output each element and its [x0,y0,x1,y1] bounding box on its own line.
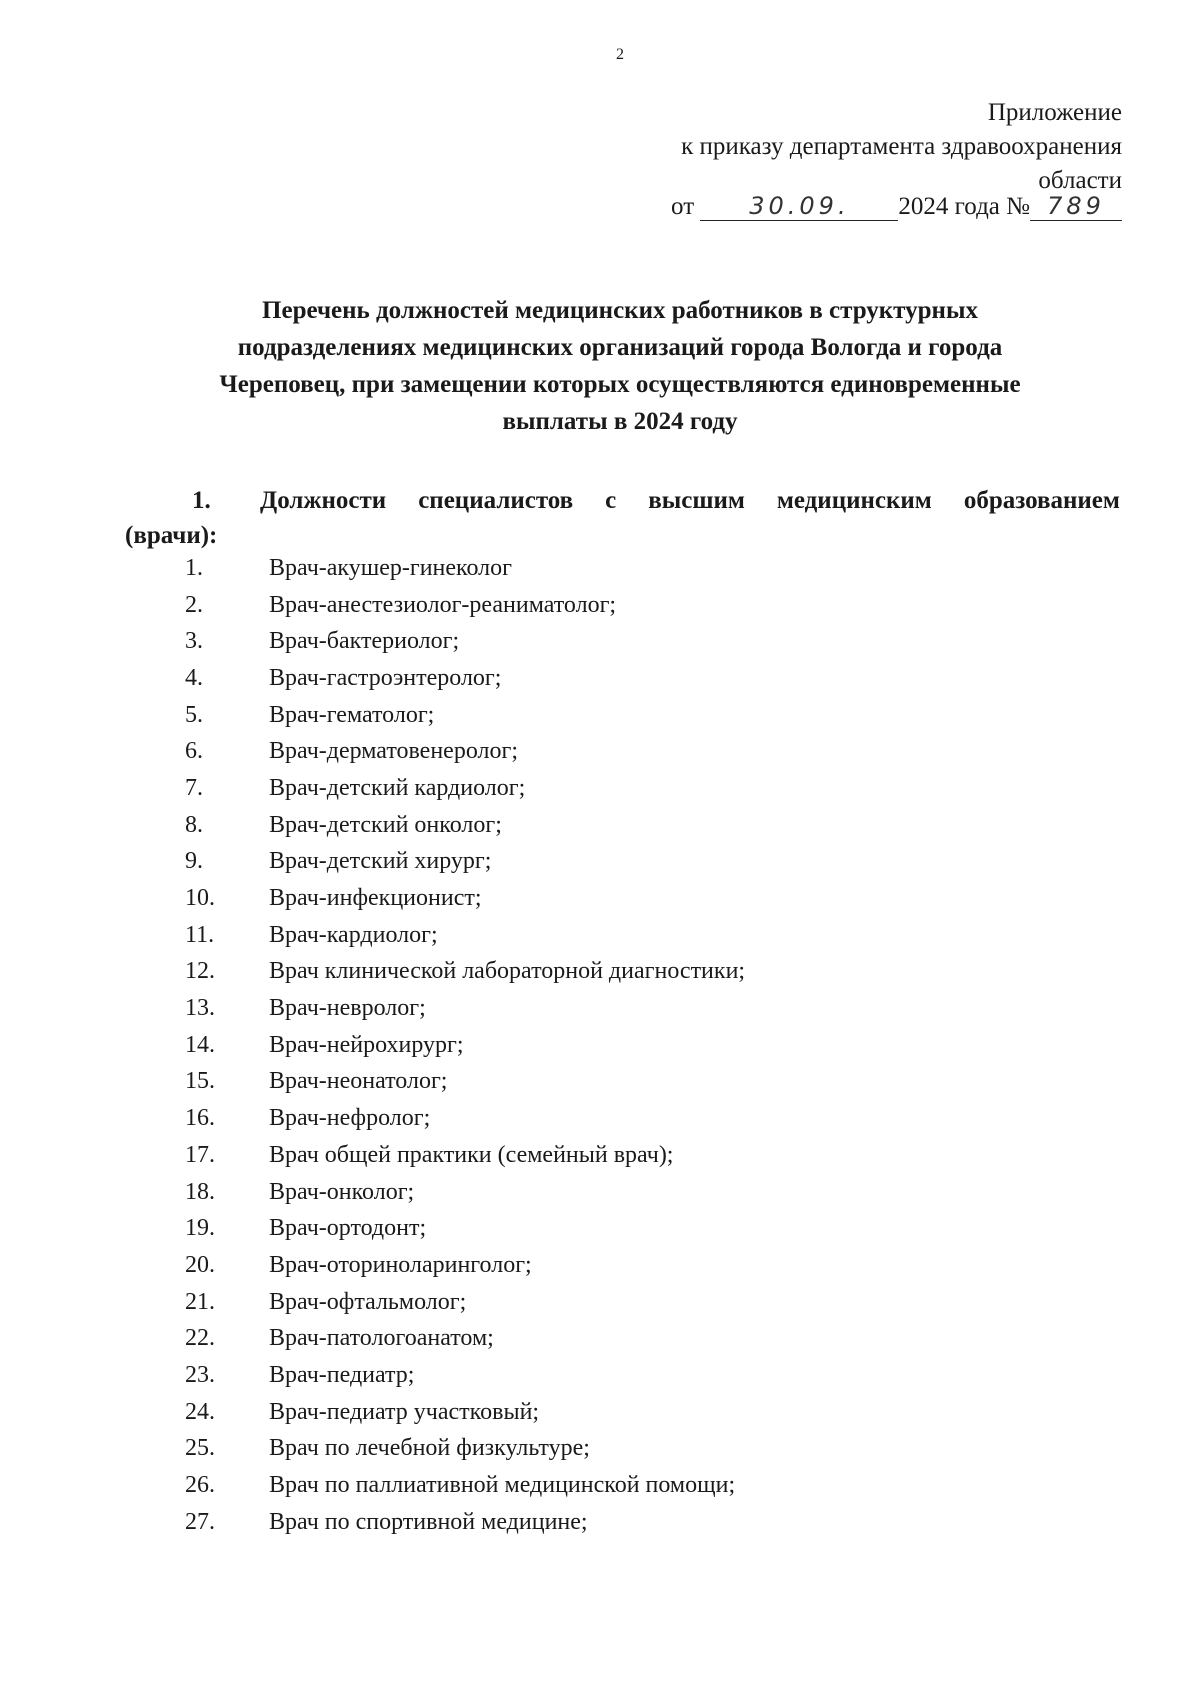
item-number: 15. [185,1068,215,1095]
item-text: Врач-гематолог; [269,701,435,728]
list-item [185,1357,745,1394]
list-item [185,1504,745,1541]
list-item [185,1284,745,1321]
item-text: Врач клинической лабораторной диагностики; [269,958,746,985]
item-number: 14. [185,1031,215,1058]
list-item [185,880,745,917]
item-text: Врач-анестезиолог-реаниматолог; [269,591,617,618]
order-date-line [540,192,1122,221]
list-item [185,587,745,624]
list-item [185,1100,745,1137]
list-item [185,1431,745,1468]
item-text: Врач-гастроэнтеролог; [269,664,502,691]
item-number: 3. [185,628,203,655]
list-item [185,733,745,770]
item-number: 22. [185,1325,215,1352]
heading-words [260,483,1120,518]
title-line: подразделениях медицинских организаций города Вологда и города [237,334,1003,361]
list-item [185,1027,745,1064]
list-item [185,990,745,1027]
list-item [185,1320,745,1357]
item-text: Врач общей практики (семейный врач); [269,1141,674,1168]
section-number: 1. [192,487,211,514]
item-number: 26. [185,1472,215,1499]
item-text: Врач-оториноларинголог; [269,1251,532,1278]
item-number: 8. [185,811,203,838]
list-item [185,1064,745,1101]
item-text: Врач-неонатолог; [269,1068,448,1095]
list-item [185,844,745,881]
list-item [185,807,745,844]
item-number: 23. [185,1361,215,1388]
item-text: Врач по паллиативной медицинской помощи; [269,1472,736,1499]
list-item [185,1137,745,1174]
item-text: Врач-невролог; [269,995,426,1022]
date-prefix: от [671,193,695,220]
item-number: 17. [185,1141,215,1168]
list-item [185,917,745,954]
appendix-line: области [1038,167,1122,194]
list-item [185,623,745,660]
item-number: 10. [185,885,215,912]
item-text: Врач-бактериолог; [269,628,460,655]
heading-word: медицинским [776,487,932,514]
item-number: 1. [185,554,203,581]
list-item [185,1247,745,1284]
item-number: 21. [185,1288,215,1315]
item-text: Врач по лечебной физкультуре; [269,1435,590,1462]
item-number: 24. [185,1398,215,1425]
appendix-block [560,96,1122,198]
item-number: 27. [185,1508,215,1535]
item-number: 13. [185,995,215,1022]
item-text: Врач-педиатр участковый; [269,1398,540,1425]
item-number: 7. [185,774,203,801]
list-item [185,954,745,991]
item-number: 9. [185,848,203,875]
item-number: 12. [185,958,215,985]
heading-word: с [605,487,617,514]
item-text: Врач-акушер-гинеколог [269,554,512,581]
title-line: Перечень должностей медицинских работников в структурных [262,297,978,324]
item-text: Врач-инфекционист; [269,885,482,912]
position-list [185,550,745,1541]
item-number: 2. [185,591,203,618]
heading-word: специалистов [418,487,574,514]
item-text: Врач-дерматовенеролог; [269,738,518,765]
appendix-line: Приложение [987,99,1122,126]
heading-word: высшим [648,487,745,514]
item-text: Врач-детский онколог; [269,811,502,838]
item-text: Врач-кардиолог; [269,921,438,948]
list-item [185,1174,745,1211]
list-item [185,1394,745,1431]
item-text: Врач-педиатр; [269,1361,415,1388]
item-number: 6. [185,738,203,765]
list-item [185,660,745,697]
item-text: Врач-ортодонт; [269,1215,427,1242]
heading-word: образованием [963,487,1120,514]
heading-continuation: (врачи): [125,522,218,549]
document-title [160,292,1080,440]
item-text: Врач-детский хирург; [269,848,492,875]
item-number: 19. [185,1215,215,1242]
list-item [185,550,745,587]
item-text: Врач-патологоанатом; [269,1325,494,1352]
item-number: 4. [185,664,203,691]
item-text: Врач-нефролог; [269,1105,431,1132]
list-item [185,770,745,807]
list-item [185,1210,745,1247]
list-item [185,1467,745,1504]
title-line: Череповец, при замещении которых осуществляются единовременные [219,371,1021,398]
handwritten-order-number: 789 [1030,192,1122,221]
item-number: 5. [185,701,203,728]
item-number: 20. [185,1251,215,1278]
year-text: 2024 года № [898,193,1030,220]
item-text: Врач-онколог; [269,1178,415,1205]
list-item [185,697,745,734]
heading-word: Должности [260,487,387,514]
title-line: выплаты в 2024 году [502,408,738,435]
item-text: Врач-нейрохирург; [269,1031,464,1058]
page-number: 2 [616,46,624,63]
handwritten-date: 30.09. [700,192,898,221]
item-number: 25. [185,1435,215,1462]
item-number: 16. [185,1105,215,1132]
section-heading [125,483,1120,553]
item-number: 18. [185,1178,215,1205]
appendix-line: к приказу департамента здравоохранения [681,133,1122,160]
item-text: Врач-офтальмолог; [269,1288,467,1315]
item-text: Врач по спортивной медицине; [269,1508,588,1535]
item-text: Врач-детский кардиолог; [269,774,526,801]
item-number: 11. [185,921,215,948]
